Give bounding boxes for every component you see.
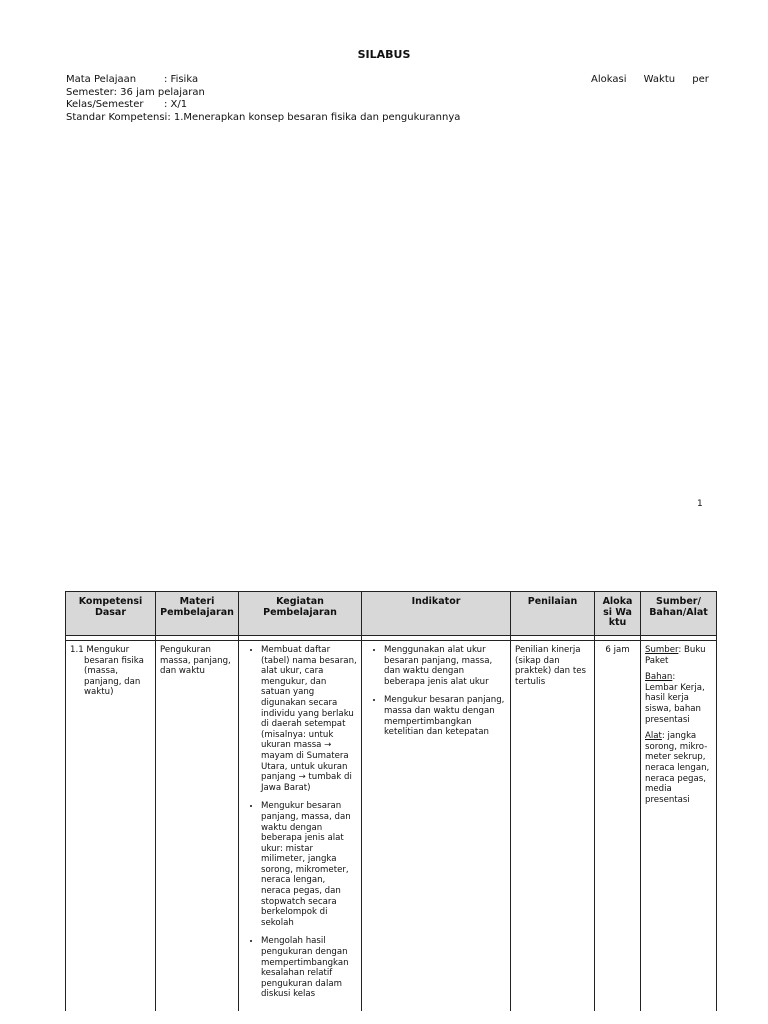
- table-header-row: [66, 592, 717, 636]
- cell-kegiatan: [239, 641, 362, 1011]
- syllabus-table: [65, 591, 717, 1011]
- header-indikator: Indikator: [362, 592, 511, 636]
- cell-sumber: [641, 641, 717, 1011]
- table-row: [66, 641, 717, 1011]
- bahan-value: Lembar Kerja, hasil kerja siswa, bahan presentasi: [645, 682, 705, 725]
- sumber-label: Sumber: [645, 645, 679, 655]
- mata-pelajaan-value: : Fisika: [164, 74, 199, 85]
- mata-pelajaan-label: Mata Pelajaan: [66, 74, 137, 85]
- header-kompetensi-dasar: Kompetensi Dasar: [66, 592, 156, 636]
- header-sumber: Sumber/ Bahan/Alat: [641, 592, 717, 636]
- kelas-label: Kelas/Semester: [66, 99, 144, 110]
- header-penilaian: Penilaian: [511, 592, 595, 636]
- alat-value: : jangka sorong, mikro-meter sekrup, neraca lengan, neraca pegas, media presentasi: [645, 731, 710, 805]
- kegiatan-item: • Membuat daftar (tabel) nama besaran, alat ukur, cara mengukur, dan satuan yang digunakan secara individu yang berlaku di daerah setempat (misalnya: untuk ukuran massa → mayam di Sumatera Utara, untuk ukuran panjang → tumbak di Jawa Barat): [261, 645, 357, 793]
- cell-kompetensi: 1.1 Mengukur besaran fisika (massa, panjang, dan waktu): [66, 641, 156, 1011]
- kegiatan-item: • Mengolah hasil pengukuran dengan mempertimbangkan kesalahan relatif pengukuran dalam diskusi kelas: [261, 936, 357, 1000]
- meta-semester: Semester: 36 jam pelajaran: [66, 86, 205, 98]
- cell-penilaian: Penilian kinerja (sikap dan praktek) dan tes tertulis: [511, 641, 595, 1011]
- header-materi: Materi Pembelajaran: [156, 592, 239, 636]
- sumber-line: [645, 645, 712, 666]
- page-number: 1: [697, 499, 703, 509]
- kegiatan-item: • Mengukur besaran panjang, massa, dan waktu dengan beberapa jenis alat ukur: mistar milimeter, jangka sorong, mikrometer, neraca lengan, neraca pegas, dan stopwatch secara berkelompok di sekolah: [261, 801, 357, 928]
- header-kegiatan: Kegiatan Pembelajaran: [239, 592, 362, 636]
- alokasi-waktu-label: Alokasi Waktu per: [591, 74, 709, 85]
- indikator-item: • Mengukur besaran panjang, massa dan waktu dengan mempertimbangkan ketelitian dan ketepatan: [384, 695, 506, 737]
- cell-materi: Pengukuran massa, panjang, dan waktu: [156, 641, 239, 1011]
- kelas-value: : X/1: [164, 99, 188, 110]
- cell-indikator: [362, 641, 511, 1011]
- document-title: SILABUS: [357, 48, 411, 61]
- cell-alokasi: 6 jam: [595, 641, 641, 1011]
- header-alokasi: Alokasi Waktu: [595, 592, 641, 636]
- alat-line: [645, 731, 712, 805]
- indikator-item: • Menggunakan alat ukur besaran panjang, massa, dan waktu dengan beberapa jenis alat ukur: [384, 645, 506, 687]
- meta-standar-kompetensi: Standar Kompetensi: 1.Menerapkan konsep besaran fisika dan pengukurannya: [66, 111, 461, 123]
- bahan-label: Bahan: [645, 672, 673, 683]
- meta-kelas: [66, 99, 706, 112]
- bahan-line: Bahan: Lembar Kerja, hasil kerja siswa, bahan presentasi: [645, 672, 705, 725]
- sumber-value: : Buku Paket: [645, 645, 706, 666]
- alat-label: Alat: [645, 731, 662, 742]
